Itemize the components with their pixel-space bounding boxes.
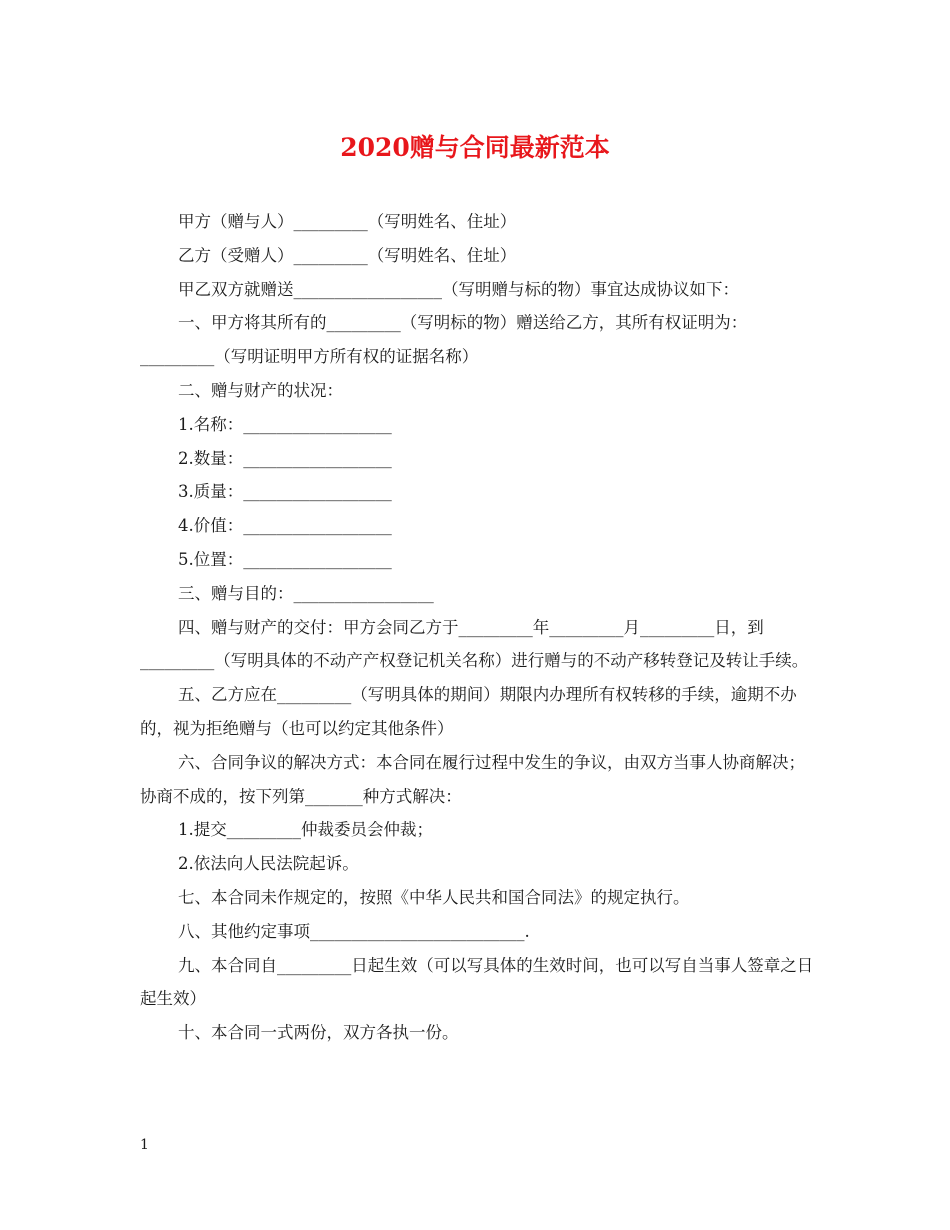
clause-2: 二、赠与财产的状况： [178,380,343,400]
clause-10: 十、本合同一式两份，双方各执一份。 [178,1023,459,1043]
document-title: 2020赠与合同最新范本 [340,133,610,162]
party-a-line: 甲方（赠与人）_________（写明姓名、住址） [178,212,517,231]
clause-2-item-location: 5.位置：__________________ [178,549,392,569]
clause-2-item-name: 1.名称：__________________ [178,414,392,434]
clause-7: 七、本合同未作规定的，按照《中华人民共和国合同法》的规定执行。 [178,887,690,907]
clause-4: 四、赠与财产的交付：甲方会同乙方于_________年_________月_________日，到_________（写明具体的不动产产权登记机关名称）进行赠与的不动产移转登记及转让手续。 [140,617,809,671]
clause-1: 一、甲方将其所有的_________（写明标的物）赠送给乙方，其所有权证明为：_________（写明证明甲方所有权的证据名称） [140,313,748,367]
document-body [140,205,815,1050]
page-number: 1 [140,1137,149,1153]
clause-6-option-2: 2.依法向人民法院起诉。 [178,854,359,874]
clause-2-item-value: 4.价值：__________________ [178,516,392,536]
clause-6: 六、合同争议的解决方式：本合同在履行过程中发生的争议，由双方当事人协商解决；协商不成的，按下列第_______种方式解决： [140,752,805,806]
clause-2-item-quantity: 2.数量：__________________ [178,448,392,468]
clause-2-item-quality: 3.质量：__________________ [178,482,392,502]
clause-3: 三、赠与目的：_________________ [178,583,434,603]
agreement-intro: 甲乙双方就赠送__________________（写明赠与标的物）事宜达成协议如下： [178,279,739,299]
clause-9: 九、本合同自_________日起生效（可以写具体的生效时间，也可以写自当事人签章之日起生效） [140,955,814,1009]
clause-6-option-1: 1.提交_________仲裁委员会仲裁； [178,820,433,840]
clause-8: 八、其他约定事项__________________________. [178,921,530,941]
party-b-line: 乙方（受赠人）_________（写明姓名、住址） [178,245,517,265]
clause-5: 五、乙方应在_________（写明具体的期间）期限内办理所有权转移的手续，逾期不办的，视为拒绝赠与（也可以约定其他条件） [140,685,797,738]
